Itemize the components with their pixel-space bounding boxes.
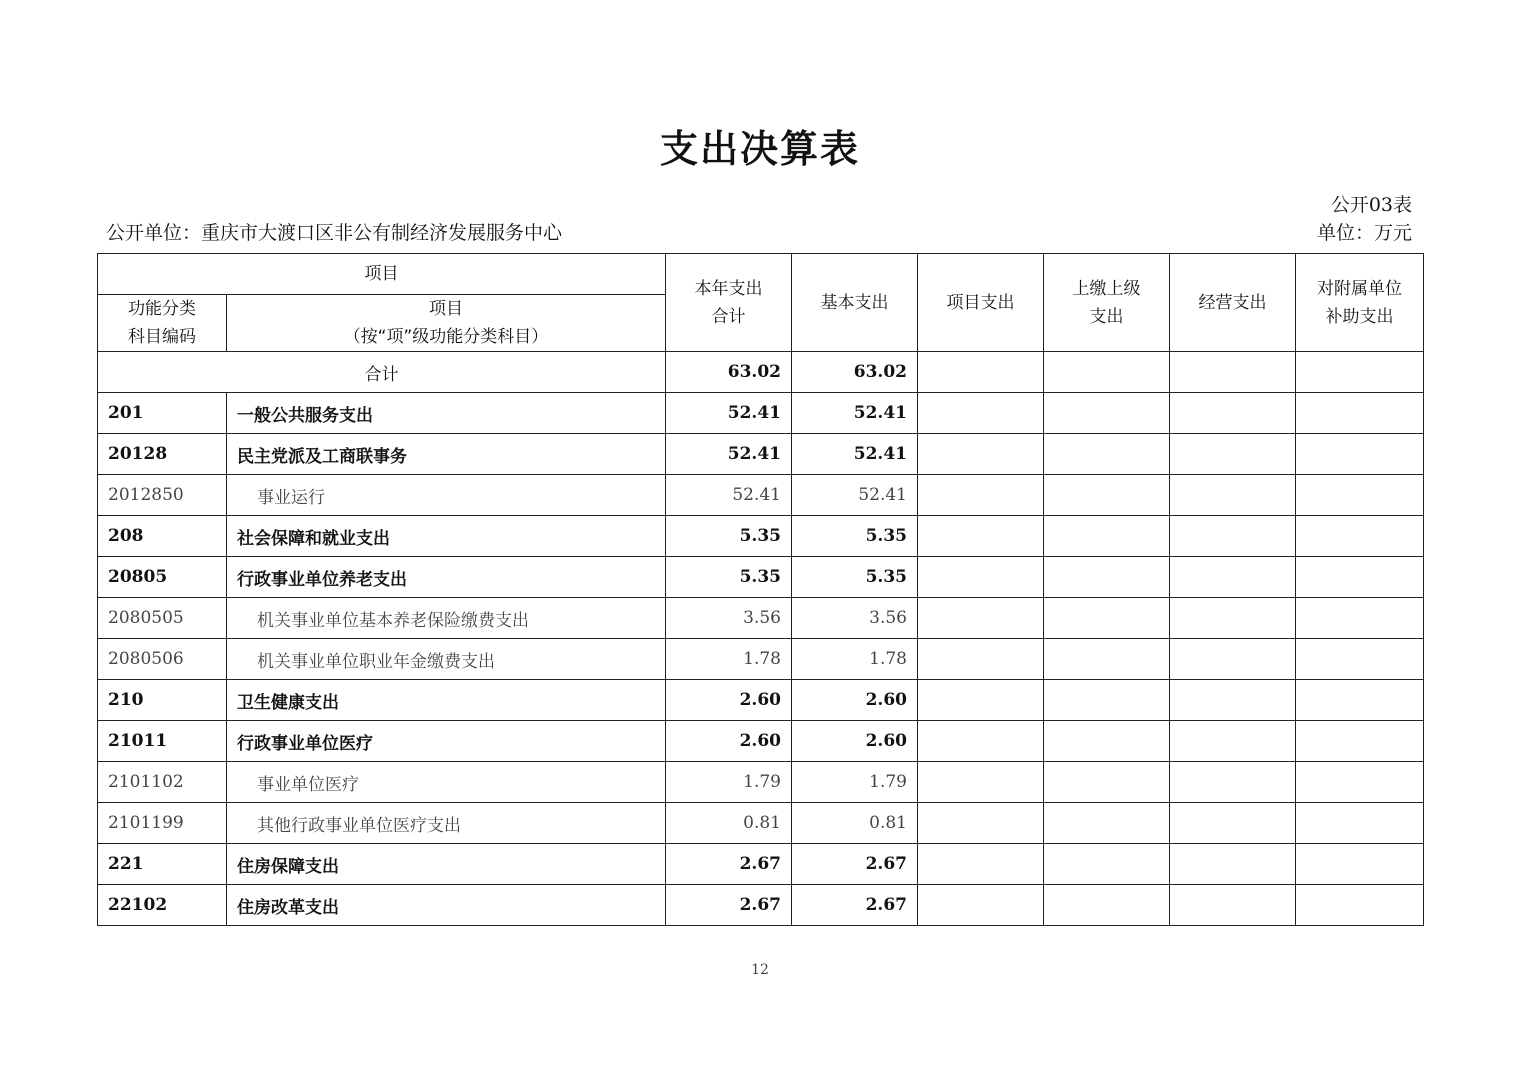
empty-cell [1170,639,1296,680]
table-row [98,803,1424,844]
code-cell: 20805 [98,557,227,598]
name-cell: 行政事业单位医疗 [227,721,666,762]
empty-cell [918,516,1044,557]
empty-cell [918,352,1044,393]
empty-cell [1170,844,1296,885]
basic-cell: 2.60 [792,680,918,721]
total-cell: 3.56 [666,598,792,639]
table-row [98,434,1424,475]
empty-cell [1170,762,1296,803]
name-cell: 住房改革支出 [227,885,666,926]
name-cell: 一般公共服务支出 [227,393,666,434]
total-cell: 2.67 [666,844,792,885]
empty-cell [1044,803,1170,844]
empty-cell [1296,393,1424,434]
header-subsidy: 对附属单位 补助支出 [1296,254,1424,352]
total-cell: 1.78 [666,639,792,680]
table-row [98,639,1424,680]
publishing-unit: 公开单位：重庆市大渡口区非公有制经济发展服务中心 [106,222,563,244]
total-cell: 52.41 [666,434,792,475]
total-cell: 52.41 [666,393,792,434]
empty-cell [1044,680,1170,721]
total-cell: 1.79 [666,762,792,803]
name-cell: 事业单位医疗 [227,762,666,803]
basic-cell: 1.79 [792,762,918,803]
empty-cell [1170,352,1296,393]
empty-cell [1044,475,1170,516]
empty-cell [918,721,1044,762]
empty-cell [1044,598,1170,639]
code-cell: 22102 [98,885,227,926]
table-row [98,680,1424,721]
empty-cell [1296,803,1424,844]
form-number: 公开03表 [1330,194,1412,216]
total-cell: 5.35 [666,516,792,557]
header-total: 本年支出 合计 [666,254,792,352]
table-row [98,516,1424,557]
table-row [98,885,1424,926]
name-cell: 事业运行 [227,475,666,516]
name-cell: 住房保障支出 [227,844,666,885]
table-row [98,475,1424,516]
empty-cell [1044,639,1170,680]
code-cell: 2080505 [98,598,227,639]
empty-cell [1044,352,1170,393]
empty-cell [1044,762,1170,803]
empty-cell [918,475,1044,516]
empty-cell [918,598,1044,639]
empty-cell [1044,557,1170,598]
basic-cell: 0.81 [792,803,918,844]
empty-cell [1296,475,1424,516]
basic-cell: 3.56 [792,598,918,639]
total-basic: 63.02 [792,352,918,393]
total-cell: 0.81 [666,803,792,844]
code-cell: 201 [98,393,227,434]
basic-cell: 2.67 [792,844,918,885]
empty-cell [1296,434,1424,475]
empty-cell [1044,885,1170,926]
code-cell: 221 [98,844,227,885]
table-row [98,721,1424,762]
empty-cell [1170,803,1296,844]
empty-cell [1296,762,1424,803]
code-cell: 2080506 [98,639,227,680]
empty-cell [1170,393,1296,434]
empty-cell [1296,557,1424,598]
empty-cell [1296,352,1424,393]
empty-cell [918,393,1044,434]
empty-cell [1296,844,1424,885]
currency-unit: 单位：万元 [1316,222,1412,244]
empty-cell [1170,721,1296,762]
basic-cell: 52.41 [792,393,918,434]
empty-cell [1170,885,1296,926]
empty-cell [1170,516,1296,557]
total-cell: 5.35 [666,557,792,598]
table-row [98,598,1424,639]
empty-cell [1296,516,1424,557]
name-cell: 机关事业单位基本养老保险缴费支出 [227,598,666,639]
basic-cell: 52.41 [792,475,918,516]
header-name: 项目 （按“项”级功能分类科目） [227,295,666,352]
table-row [98,844,1424,885]
total-cell: 2.60 [666,680,792,721]
total-label: 合计 [98,352,666,393]
empty-cell [1044,721,1170,762]
basic-cell: 2.60 [792,721,918,762]
empty-cell [1044,516,1170,557]
basic-cell: 52.41 [792,434,918,475]
table-row [98,393,1424,434]
code-cell: 21011 [98,721,227,762]
total-amount: 63.02 [666,352,792,393]
name-cell: 行政事业单位养老支出 [227,557,666,598]
total-row [98,352,1424,393]
header-project: 项目支出 [918,254,1044,352]
name-cell: 卫生健康支出 [227,680,666,721]
code-cell: 2101102 [98,762,227,803]
code-cell: 20128 [98,434,227,475]
empty-cell [918,680,1044,721]
name-cell: 民主党派及工商联事务 [227,434,666,475]
basic-cell: 1.78 [792,639,918,680]
empty-cell [1044,844,1170,885]
empty-cell [1296,598,1424,639]
empty-cell [1296,639,1424,680]
code-cell: 2101199 [98,803,227,844]
empty-cell [1044,393,1170,434]
total-cell: 2.60 [666,721,792,762]
code-cell: 210 [98,680,227,721]
name-cell: 社会保障和就业支出 [227,516,666,557]
basic-cell: 5.35 [792,557,918,598]
empty-cell [918,557,1044,598]
empty-cell [1044,434,1170,475]
empty-cell [918,762,1044,803]
name-cell: 机关事业单位职业年金缴费支出 [227,639,666,680]
header-basic: 基本支出 [792,254,918,352]
page-title: 支出决算表 [659,127,860,171]
header-item-group: 项目 [98,254,666,295]
empty-cell [918,803,1044,844]
expenditure-table [97,253,1424,926]
empty-cell [1296,885,1424,926]
header-business: 经营支出 [1170,254,1296,352]
empty-cell [918,844,1044,885]
header-upper: 上缴上级 支出 [1044,254,1170,352]
empty-cell [1170,434,1296,475]
basic-cell: 5.35 [792,516,918,557]
code-cell: 208 [98,516,227,557]
empty-cell [1296,680,1424,721]
empty-cell [918,885,1044,926]
empty-cell [1170,475,1296,516]
empty-cell [1170,680,1296,721]
total-cell: 52.41 [666,475,792,516]
table-row [98,762,1424,803]
page-number: 12 [751,962,769,978]
empty-cell [1296,721,1424,762]
empty-cell [1170,598,1296,639]
name-cell: 其他行政事业单位医疗支出 [227,803,666,844]
basic-cell: 2.67 [792,885,918,926]
empty-cell [1170,557,1296,598]
total-cell: 2.67 [666,885,792,926]
code-cell: 2012850 [98,475,227,516]
table-row [98,557,1424,598]
header-code: 功能分类 科目编码 [98,295,227,352]
empty-cell [918,639,1044,680]
empty-cell [918,434,1044,475]
